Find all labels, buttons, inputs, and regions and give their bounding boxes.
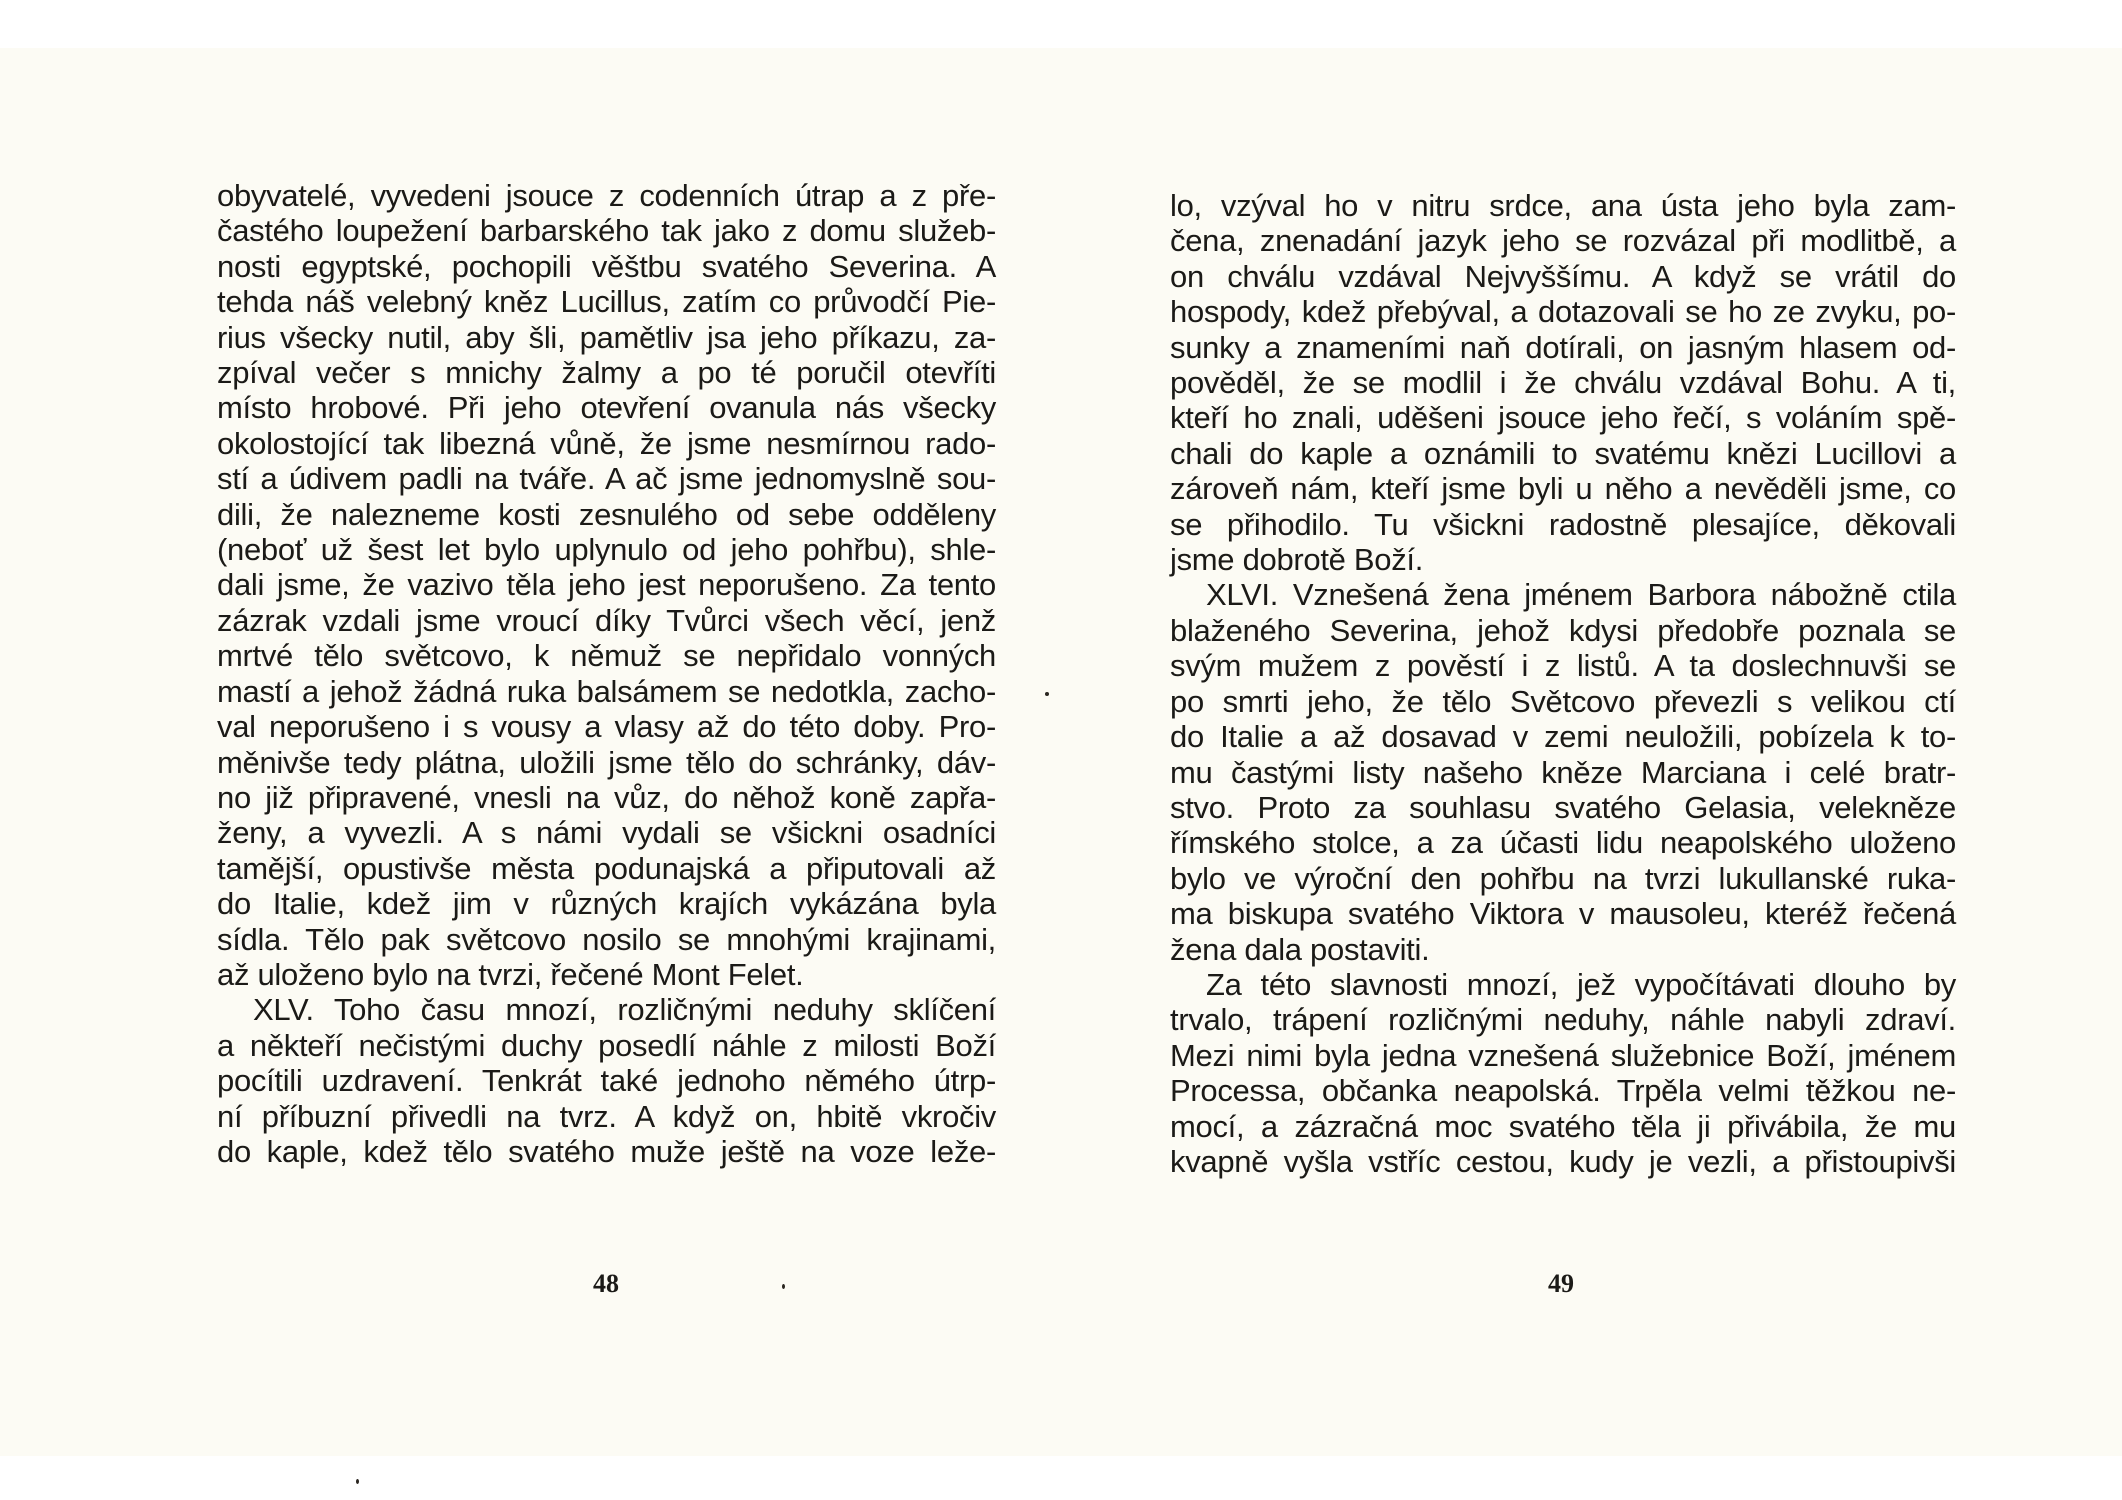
- text-line: hospody, kdež přebýval, a dotazovali se ho ze zvyku, po-: [1170, 294, 1956, 330]
- text-line: blaženého Severina, jehož kdysi předobře poznala se: [1170, 612, 1956, 648]
- text-line: dali jsme, že vazivo těla jeho jest neporušeno. Za tento: [217, 567, 996, 603]
- text-line: tamější, opustivše města podunajská a připutovali až: [217, 850, 996, 886]
- text-line: až uloženo bylo na tvrzi, řečené Mont Felet.: [217, 956, 804, 992]
- text-line: římského stolce, a za účasti lidu neapolského uloženo: [1170, 825, 1956, 861]
- text-line: Mezi nimi byla jedna vznešená služebnice Boží, jménem: [1170, 1037, 1956, 1073]
- text-line: mocí, a zázračná moc svatého těla ji přivábila, že mu: [1170, 1108, 1956, 1144]
- text-line: častého loupežení barbarského tak jako z domu služeb-: [217, 213, 996, 249]
- text-line: jsme dobrotě Boží.: [1170, 542, 1424, 578]
- page-number-right: 49: [1548, 1269, 1574, 1298]
- section-heading-line: XLVI. Vznešená žena jménem Barbora nábožně ctila: [1206, 577, 1956, 613]
- text-line: a někteří nečistými duchy posedlí náhle z milosti Boží: [217, 1027, 996, 1063]
- book-spread: [0, 48, 2122, 1456]
- text-line: se přihodilo. Tu všickni radostně plesajíce, děkovali: [1170, 506, 1956, 542]
- paragraph-start-line: Za této slavnosti mnozí, jež vypočítávati dlouho by: [1206, 966, 1956, 1002]
- text-line: měnivše tedy plátna, uložili jsme tělo do schránky, dáv-: [217, 744, 996, 780]
- text-line: chali do kaple a oznámili to svatému knězi Lucillovi a: [1170, 435, 1956, 471]
- text-line: ní příbuzní přivedli na tvrz. A když on, hbitě vkročiv: [217, 1098, 996, 1134]
- ink-speck: [1045, 692, 1049, 696]
- text-line: rius všecky nutil, aby šli, pamětliv jsa jeho příkazu, za-: [217, 319, 996, 355]
- text-line: zpíval večer s mnichy žalmy a po té poručil otevříti: [217, 355, 996, 391]
- text-line: no již připravené, vnesli na vůz, do něhož koně zapřa-: [217, 779, 996, 815]
- text-line: kteří ho znali, uděšeni jsouce jeho řečí, s voláním spě-: [1170, 400, 1956, 436]
- text-line: žena dala postaviti.: [1170, 931, 1430, 967]
- text-line: čena, znenadání jazyk jeho se rozvázal při modlitbě, a: [1170, 223, 1956, 259]
- text-line: do kaple, kdež tělo svatého muže ještě na voze leže-: [217, 1133, 996, 1169]
- text-line: obyvatelé, vyvedeni jsouce z codenních útrap a z pře-: [217, 178, 996, 213]
- text-line: dili, že nalezneme kosti zesnulého od sebe odděleny: [217, 496, 996, 532]
- text-line: zázrak vzdali jsme vroucí díky Tvůrci všech věcí, jenž: [217, 602, 996, 638]
- text-line: mu častými listy našeho kněze Marciana i celé bratr-: [1170, 754, 1956, 790]
- right-page-text: [1170, 188, 1956, 1179]
- text-line: trvalo, trápení rozličnými neduhy, náhle nabyli zdraví.: [1170, 1002, 1956, 1038]
- text-line: stí a údivem padli na tváře. A ač jsme jednomyslně sou-: [217, 461, 996, 497]
- text-line: val neporušeno i s vousy a vlasy až do této doby. Pro-: [217, 709, 996, 745]
- text-line: ma biskupa svatého Viktora v mausoleu, kteréž řečená: [1170, 896, 1956, 932]
- text-line: on chválu vzdával Nejvyššímu. A když se vrátil do: [1170, 258, 1956, 294]
- text-line: sunky a znameními naň dotírali, on jasným hlasem od-: [1170, 329, 1956, 365]
- text-line: kvapně vyšla vstříc cestou, kudy je vezli, a přistoupivši: [1170, 1143, 1956, 1179]
- text-line: stvo. Proto za souhlasu svatého Gelasia, velekněze: [1170, 789, 1956, 825]
- text-line: mastí a jehož žádná ruka balsámem se nedotkla, zacho-: [217, 673, 996, 709]
- text-line: zároveň nám, kteří jsme byli u něho a nevěděli jsme, co: [1170, 471, 1956, 507]
- text-line: do Italie a až dosavad v zemi neuložili, pobízela k to-: [1170, 719, 1956, 755]
- text-line: ženy, a vyvezli. A s námi vydali se všickni osadníci: [217, 815, 996, 851]
- text-line: (neboť už šest let bylo uplynulo od jeho pohřbu), shle-: [217, 532, 996, 568]
- text-line: sídla. Tělo pak světcovo nosilo se mnohými krajinami,: [217, 921, 996, 957]
- text-line: svým mužem z pověstí i z listů. A ta doslechnuvši se: [1170, 648, 1956, 684]
- text-line: bylo ve výroční den pohřbu na tvrzi lukullanské ruka-: [1170, 860, 1956, 896]
- text-line: tehda náš velebný kněz Lucillus, zatím co průvodčí Pie-: [217, 284, 996, 320]
- ink-speck: [782, 1284, 785, 1289]
- text-line: po smrti jeho, že tělo Světcovo převezli s velikou ctí: [1170, 683, 1956, 719]
- text-line: mrtvé tělo světcovo, k němuž se nepřidalo vonných: [217, 638, 996, 674]
- text-line: okolostojící tak libezná vůně, že jsme nesmírnou rado-: [217, 425, 996, 461]
- text-line: nosti egyptské, pochopili věštbu svatého Severina. A: [217, 248, 996, 284]
- text-line: pocítili uzdravení. Tenkrát také jednoho němého útrp-: [217, 1063, 996, 1099]
- left-page-text: [217, 178, 996, 1169]
- text-line: do Italie, kdež jim v různých krajích vykázána byla: [217, 886, 996, 922]
- text-line: pověděl, že se modlil i že chválu vzdával Bohu. A ti,: [1170, 365, 1956, 401]
- ink-speck: [356, 1479, 359, 1484]
- text-line: místo hrobové. Při jeho otevření ovanula nás všecky: [217, 390, 996, 426]
- section-heading-line: XLV. Toho času mnozí, rozličnými neduhy sklíčení: [253, 992, 996, 1028]
- page-number-left: 48: [593, 1269, 619, 1298]
- text-line: lo, vzýval ho v nitru srdce, ana ústa jeho byla zam-: [1170, 188, 1956, 223]
- text-line: Processa, občanka neapolská. Trpěla velmi těžkou ne-: [1170, 1073, 1956, 1109]
